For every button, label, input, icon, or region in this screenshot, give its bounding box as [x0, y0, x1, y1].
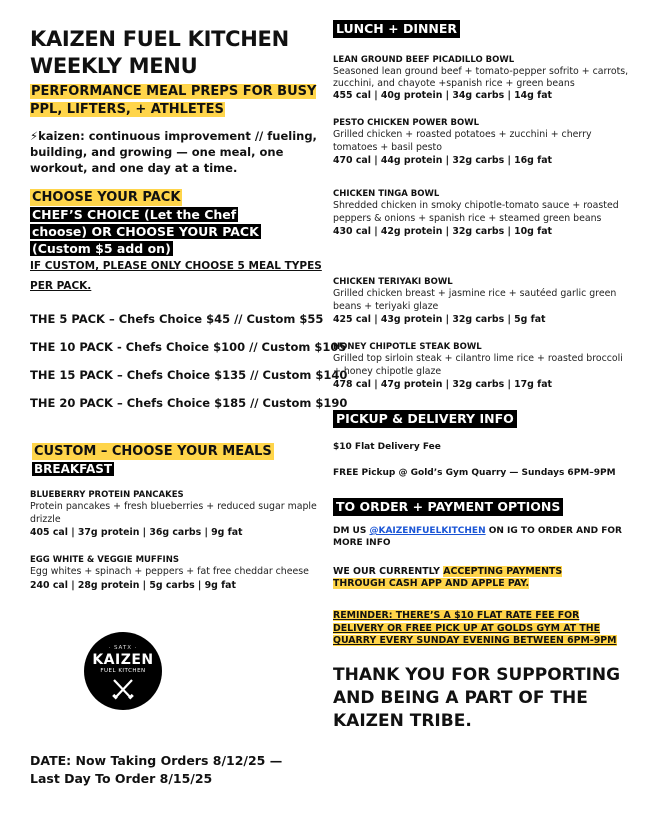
free-pickup-info: FREE Pickup @ Gold’s Gym Quarry — Sundays 6PM–9PM: [333, 468, 616, 478]
payment-methods: ACCEPTING PAYMENTS THROUGH CASH APP AND APPLE PAY.: [333, 566, 563, 589]
item-macros: 470 cal | 44g protein | 32g carbs | 16g fat: [333, 155, 553, 166]
custom-heading-block: [32, 442, 274, 478]
thank-you-block: [333, 664, 620, 733]
tagline-block: [30, 82, 338, 118]
menu-item: [333, 54, 641, 102]
pack-option-10: THE 10 PACK - Chefs Choice $100 // Custom $105: [30, 340, 347, 354]
tagline: PERFORMANCE MEAL PREPS FOR BUSY PPL, LIFTERS, + ATHLETES: [30, 84, 317, 117]
item-macros: 405 cal | 37g protein | 36g carbs | 9g fat: [30, 527, 243, 538]
pickup-heading: PICKUP & DELIVERY INFO: [333, 410, 517, 428]
item-description: Protein pancakes + fresh blueberries + reduced sugar maple drizzle: [30, 501, 317, 525]
menu-item: [333, 276, 639, 326]
crossed-knives-icon: [111, 678, 135, 700]
reminder-block: [333, 610, 629, 648]
intro-text: ⚡kaizen: continuous improvement // fueling, building, and growing — one meal, one workout, and one day at a time.: [30, 129, 317, 175]
order-date-block: [30, 752, 282, 788]
menu-item: [333, 341, 633, 391]
breakfast-label: BREAKFAST: [34, 462, 113, 476]
item-name: CHICKEN TERIYAKI BOWL: [333, 277, 453, 287]
menu-item: [333, 117, 633, 167]
thank-you-line-1: THANK YOU FOR SUPPORTING: [333, 665, 621, 685]
order-date-line-1: DATE: Now Taking Orders 8/12/25 —: [30, 753, 283, 768]
instagram-handle-link[interactable]: @KAIZENFUELKITCHEN: [369, 526, 486, 536]
pack-option-15: THE 15 PACK – Chefs Choice $135 // Custom $140: [30, 368, 348, 382]
thank-you-line-2: AND BEING A PART OF THE: [333, 688, 588, 708]
menu-item: [333, 188, 633, 238]
item-name: HONEY CHIPOTLE STEAK BOWL: [333, 342, 482, 352]
dm-instructions: [333, 525, 623, 549]
dm-suffix: ON IG TO ORDER AND FOR MORE INFO: [333, 526, 622, 548]
item-description: Grilled chicken + roasted potatoes + zucchini + cherry tomatoes + basil pesto: [333, 129, 592, 153]
order-banner-wrap: [333, 498, 563, 516]
order-heading: TO ORDER + PAYMENT OPTIONS: [333, 498, 563, 516]
pack-option-20: THE 20 PACK – Chefs Choice $185 // Custom $190: [30, 396, 348, 410]
item-macros: 425 cal | 43g protein | 32g carbs | 5g fat: [333, 314, 546, 325]
choose-pack-heading: CHOOSE YOUR PACK: [32, 190, 181, 205]
reminder-text: REMINDER: THERE’S A $10 FLAT RATE FEE FOR DELIVERY OR FREE PICK UP AT GOLDS GYM AT THE QUARRY EVERY SUNDAY EVENING BETWEEN 6PM-9PM: [333, 610, 617, 646]
lunch-dinner-heading: LUNCH + DINNER: [333, 20, 460, 38]
item-name: LEAN GROUND BEEF PICADILLO BOWL: [333, 55, 515, 65]
chef-choice-line-2: choose) OR CHOOSE YOUR PACK: [32, 224, 259, 239]
item-description: Grilled top sirloin steak + cilantro lime rice + roasted broccoli + honey chipotle glaze: [333, 353, 623, 377]
thank-you-line-3: KAIZEN TRIBE.: [333, 711, 472, 731]
title-line-2: WEEKLY MENU: [30, 54, 198, 78]
custom-note-line-2: PER PACK.: [30, 280, 92, 292]
custom-heading: CUSTOM – CHOOSE YOUR MEALS: [34, 444, 272, 459]
item-name: BLUEBERRY PROTEIN PANCAKES: [30, 490, 184, 500]
lunch-dinner-banner-wrap: [333, 20, 460, 38]
pack-option-5: THE 5 PACK – Chefs Choice $45 // Custom $55: [30, 312, 324, 326]
item-macros: 430 cal | 42g protein | 32g carbs | 10g fat: [333, 226, 553, 237]
logo-name: KAIZEN: [92, 652, 154, 668]
kaizen-logo: [84, 632, 162, 710]
logo-subtitle: FUEL KITCHEN: [100, 668, 146, 674]
item-description: Grilled chicken breast + jasmine rice + sautéed garlic green beans + teriyaki glaze: [333, 288, 617, 312]
logo-location: · SATX ·: [108, 645, 138, 651]
chef-choice-line-3: (Custom $5 add on): [32, 241, 171, 256]
item-name: PESTO CHICKEN POWER BOWL: [333, 118, 479, 128]
item-name: EGG WHITE & VEGGIE MUFFINS: [30, 555, 179, 565]
item-name: CHICKEN TINGA BOWL: [333, 189, 440, 199]
breakfast-item: [30, 489, 332, 539]
title-line-1: KAIZEN FUEL KITCHEN: [30, 27, 289, 51]
breakfast-item: [30, 554, 338, 592]
item-macros: 478 cal | 47g protein | 32g carbs | 17g fat: [333, 379, 553, 390]
item-description: Egg whites + spinach + peppers + fat free cheddar cheese: [30, 566, 309, 577]
pickup-banner-wrap: [333, 410, 517, 428]
delivery-fee: $10 Flat Delivery Fee: [333, 442, 441, 452]
item-macros: 240 cal | 28g protein | 5g carbs | 9g fat: [30, 579, 236, 591]
custom-note-line-1: IF CUSTOM, PLEASE ONLY CHOOSE 5 MEAL TYPES: [30, 260, 322, 272]
item-macros: 455 cal | 40g protein | 34g carbs | 14g fat: [333, 90, 553, 101]
menu-title: [30, 26, 289, 80]
chef-choice-line-1: CHEF’S CHOICE (Let the Chef: [32, 207, 237, 222]
order-date-line-2: Last Day To Order 8/15/25: [30, 771, 213, 786]
pack-heading-block: [30, 188, 330, 257]
item-description: Seasoned lean ground beef + tomato-pepper sofrito + carrots, zucchini, and chayote +spanish rice + green beans: [333, 66, 629, 89]
dm-prefix: DM US: [333, 526, 370, 536]
payment-info: [333, 566, 613, 590]
payment-prefix: WE OUR CURRENTLY: [333, 566, 444, 577]
item-description: Shredded chicken in smoky chipotle-tomato sauce + roasted peppers & onions + spanish rice + steamed green beans: [333, 200, 619, 224]
